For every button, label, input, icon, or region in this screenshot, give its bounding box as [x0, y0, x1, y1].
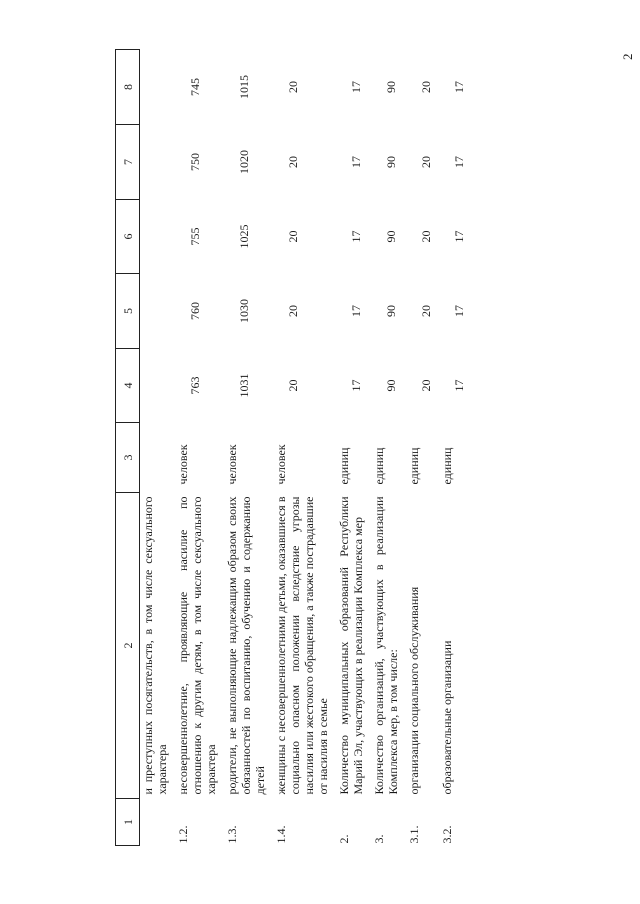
row-value: 20 [419, 81, 433, 93]
row-value: 20 [419, 230, 433, 243]
table-row [273, 50, 336, 846]
row-value: 20 [286, 379, 300, 392]
row-unit: человек [274, 444, 288, 485]
header-row [116, 50, 140, 846]
row-value: 20 [286, 305, 300, 317]
row-value: 1025 [237, 224, 251, 249]
row-description: родители, не выполняющие надлежащим образом своих обязанностей по воспитанию, обучению и содержанию детей [225, 496, 267, 795]
row-value [140, 50, 176, 125]
row-value: 17 [452, 156, 466, 168]
row-value: 17 [349, 305, 363, 317]
row-value: 20 [286, 230, 300, 243]
row-value: 1020 [237, 150, 251, 174]
column-header: 6 [116, 200, 140, 274]
row-value: 20 [419, 379, 433, 392]
table-row [439, 50, 472, 846]
row-value: 20 [419, 156, 433, 168]
row-value: 90 [384, 305, 398, 317]
row-value [140, 274, 176, 349]
row-value: 763 [188, 376, 202, 395]
table-row [224, 50, 273, 846]
table-row [371, 50, 406, 846]
row-description: несовершеннолетние, проявляющие насилие по отношению к другим детям, в том числе сексуального характера [176, 496, 218, 795]
row-number: 1.2. [176, 825, 190, 844]
row-value: 17 [349, 379, 363, 392]
row-value [140, 200, 176, 274]
row-value [140, 125, 176, 200]
column-header: 7 [116, 125, 140, 200]
row-value [140, 349, 176, 423]
column-header: 8 [116, 50, 140, 125]
row-value: 17 [452, 81, 466, 93]
row-unit [140, 423, 176, 493]
row-description: Количество муниципальных образований Республики Марий Эл, участвующих в реализации Комплекса мер [337, 496, 365, 795]
row-value: 90 [384, 379, 398, 392]
row-value: 17 [349, 81, 363, 93]
row-unit: единиц [337, 447, 351, 485]
row-number [140, 799, 176, 846]
row-number: 1.3. [225, 825, 239, 844]
row-unit: единиц [440, 447, 454, 485]
row-value: 17 [452, 305, 466, 317]
column-header: 2 [116, 493, 140, 799]
row-value: 20 [286, 156, 300, 168]
row-value: 755 [188, 227, 202, 246]
row-number: 3.1. [407, 825, 421, 844]
row-unit: человек [225, 444, 239, 485]
row-value: 20 [286, 81, 300, 93]
row-value: 745 [188, 78, 202, 96]
row-description: образовательные организации [440, 640, 454, 795]
row-value: 90 [384, 156, 398, 168]
row-unit: единиц [372, 447, 386, 485]
row-value: 1015 [237, 75, 251, 99]
row-description: женщины с несовершеннолетними детьми, оказавшиеся в социально опасном положении вследствие угрозы насилия или жестокого обращения, а также пострадавшие от насилия в семье [274, 496, 330, 795]
row-value: 17 [349, 230, 363, 243]
row-value: 20 [419, 305, 433, 317]
row-value: 760 [188, 302, 202, 320]
row-number: 2. [337, 834, 351, 844]
row-value: 17 [349, 156, 363, 168]
row-value: 17 [452, 379, 466, 392]
row-unit: человек [176, 444, 190, 485]
row-unit: единиц [407, 447, 421, 485]
row-number: 3.2. [440, 825, 454, 844]
row-description: Количество организаций, участвующих в реализации Комплекса мер, в том числе: [372, 496, 400, 795]
column-header: 3 [116, 423, 140, 493]
column-header: 4 [116, 349, 140, 423]
row-value: 750 [188, 153, 202, 171]
table-row [406, 50, 439, 846]
page-number: 2 [620, 53, 635, 60]
column-header: 1 [116, 799, 140, 846]
indicators-table [115, 49, 472, 846]
row-value: 90 [384, 230, 398, 243]
row-value: 17 [452, 230, 466, 243]
row-number: 3. [372, 834, 386, 844]
table-row [140, 50, 176, 846]
row-number: 1.4. [274, 825, 288, 844]
row-value: 1030 [237, 299, 251, 323]
table-row [175, 50, 224, 846]
row-value: 90 [384, 81, 398, 93]
row-description: организации социального обслуживания [407, 586, 421, 795]
column-header: 5 [116, 274, 140, 349]
table-row [336, 50, 371, 846]
row-description: и преступных посягательств, в том числе сексуального характера [141, 496, 169, 795]
row-value: 1031 [237, 373, 251, 398]
